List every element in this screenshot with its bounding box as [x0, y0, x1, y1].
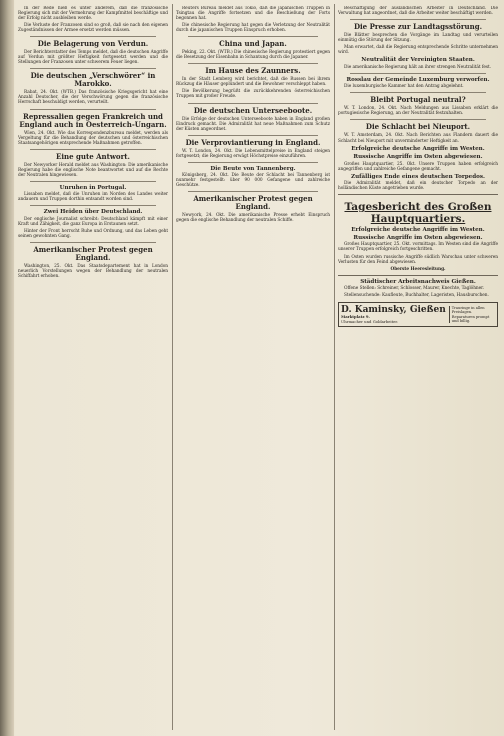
separator: [30, 242, 156, 243]
separator: [188, 162, 318, 163]
daily-report-subheadline: Russische Angriffe im Osten abgewiesen.: [353, 234, 483, 241]
column-2: [176, 6, 330, 726]
advertisement-left: [341, 305, 446, 324]
paragraph: Die Erfolge der deutschen Unterseeboote haben in England großen Eindruck gemacht. Die Admiralität hat neue Maßnahmen zum Schutz der Küsten angeordnet.: [176, 116, 330, 132]
article-headline: Repressalien gegen Frankreich und England auch in Oesterreich-Ungarn.: [19, 111, 167, 129]
paragraph: Man erwartet, daß die Regierung entsprechende Schritte unternehmen wird.: [338, 45, 498, 56]
article-headline: China und Japan.: [219, 39, 287, 49]
advertiser-name: D. Kaminsky, Gießen: [341, 305, 446, 316]
column-rule: [172, 4, 173, 730]
advertiser-trade: Uhrmacher und Goldarbeiter.: [341, 318, 399, 324]
daily-report-masthead: Tagesbericht des Großen Hauptquartiers.: [344, 201, 492, 226]
separator: [188, 103, 318, 104]
paragraph: Die Blätter besprechen die Vorgänge im Landtag und verurteilen einmütig die Störung der Sitzung.: [338, 33, 498, 44]
separator: [338, 275, 498, 276]
article-headline: Amerikanischer Protest gegen England.: [193, 194, 313, 212]
article-headline: Die Presse zur Landtagsstörung.: [353, 22, 483, 32]
paragraph: Die chinesische Regierung hat gegen die Verletzung der Neutralität durch die japanischen Truppen Einspruch erhoben.: [176, 23, 330, 34]
column-1: [18, 6, 168, 726]
column-rule: [334, 4, 335, 730]
advertisement-right: Trauringe in allen Preislagen. Reparaturen prompt und billig.: [449, 306, 495, 323]
separator: [30, 205, 156, 206]
article-headline: Städtischer Arbeitsnachweis Gießen.: [360, 278, 476, 285]
separator: [188, 191, 318, 192]
article-subheadline: Erfolgreiche deutsche Angriffe im Westen.: [351, 145, 485, 152]
paragraph: Lissabon meldet, daß die Unruhen im Norden des Landes weiter andauern und Truppen dorthin entsandt worden sind.: [18, 192, 168, 203]
article-headline: Die Schlacht bei Nieuport.: [365, 122, 471, 132]
article-headline: Die Beute von Tannenberg.: [210, 165, 296, 172]
paragraph: W. T. Amsterdam, 24. Okt. Nach Berichten aus Flandern dauert die Schlacht bei Nieuport mit unverminderter Heftigkeit an.: [338, 133, 498, 144]
article-headline: Die deutschen Unterseeboote.: [193, 105, 313, 115]
article-headline: Unruhen in Portugal.: [59, 184, 127, 191]
separator: [30, 68, 156, 69]
paragraph: Die Verluste der Franzosen sind so groß, daß sie nach den eigenen Zugeständnissen der Armee ersetzt werden müssen.: [18, 23, 168, 34]
paragraph: Der englische Journalist schreibt: Deutschland kämpft mit einer Kraft und Zähigkeit, die ganz Europa in Erstaunen setzt.: [18, 216, 168, 227]
separator: [350, 19, 486, 20]
article-headline: Rosslau der Gemeinde Luxemburg verworfen.: [346, 76, 490, 83]
paragraph: Der Newyorker Herald meldet aus Washington: Die amerikanische Regierung habe die englische Note beantwortet und auf die Rechte der Neutralen hingewiesen.: [18, 162, 168, 178]
paragraph: Großes Hauptquartier, 25. Okt. Unsere Truppen haben erfolgreich angegriffen und zahlreiche Gefangene gemacht.: [338, 161, 498, 172]
separator: [350, 73, 486, 74]
paragraph: Reuters Bureau meldet aus Tokio, daß die japanischen Truppen in Tsingtau die Angriffe fortsetzen und die Beschießung der Forts begonnen hat.: [176, 6, 330, 22]
column-3: [338, 6, 498, 726]
paragraph: Die Bevölkerung begrüßt die zurückkehrenden österreichischen Truppen mit großer Freude.: [176, 89, 330, 100]
paragraph: Newyork, 24. Okt. Die amerikanische Presse erhebt Einspruch gegen die englische Behandlung der neutralen Schiffe.: [176, 213, 330, 224]
separator: [30, 149, 156, 150]
separator: [30, 181, 156, 182]
paragraph: Hinter der Front herrscht Ruhe und Ordnung, und das Leben geht seinen gewohnten Gang.: [18, 228, 168, 240]
paragraph: Rabat, 24. Okt. (WTB.) Das französische Kriegsgericht hat eine Anzahl Deutscher, die der Verschwörung gegen die französische Herrschaft beschuldigt werden, verurteilt.: [18, 90, 168, 106]
separator: [350, 119, 486, 120]
separator: [30, 36, 156, 37]
article-headline: Die deutschen „Verschwörer“ in Marokko.: [30, 71, 156, 89]
signature-line: Oberste Heeresleitung.: [390, 266, 446, 272]
paragraph: Der Berichterstatter des Temps meldet, daß die deutschen Angriffe auf Verdun mit größter Heftigkeit fortgesetzt werden und die Stellungen der Franzosen unter schwerem Feuer liegen.: [18, 50, 168, 66]
article-headline: Zufälliges Ende eines deutschen Torpedos.: [350, 173, 485, 180]
paragraph: Beschäftigung der ausländischen Arbeiter in Deutschland. Die Verwaltung hat angeordnet, daß die Arbeiter weiter beschäftigt werden.: [338, 6, 498, 17]
paragraph: Königsberg, 24. Okt. Die Beute der Schlacht bei Tannenberg ist nunmehr festgestellt: über 90 000 Gefangene und zahlreiche Geschütze.: [176, 173, 330, 189]
separator: [188, 36, 318, 37]
separator: [338, 194, 498, 195]
paragraph: Wien, 24. Okt. Wie das Korrespondenzbureau meldet, werden als Vergeltung für die Behandlung der deutschen und österreichischen Staatsangehörigen entsprechende Maßnahmen getroffen.: [18, 130, 168, 146]
page-fold-shadow: [0, 0, 14, 736]
article-headline: Amerikanischer Protest gegen England.: [33, 245, 153, 263]
article-subheadline: Russische Angriffe im Osten abgewiesen.: [353, 154, 483, 161]
paragraph: W. T. London, 24. Okt. Nach Meldungen aus Lissabon erklärt die portugiesische Regierung, an der Neutralität festzuhalten.: [338, 106, 498, 117]
daily-report-subheadline: Erfolgreiche deutsche Angriffe im Westen.: [351, 227, 485, 234]
article-headline: Neutralität der Vereinigten Staaten.: [361, 57, 475, 64]
advertiser-street: Marktplatz 9.: [341, 314, 370, 320]
article-headline: Im Hause des Zaunners.: [205, 66, 301, 76]
separator: [188, 63, 318, 64]
paragraph: In der Stadt Lemberg wird berichtet, daß die Russen bei ihrem Rückzug die Häuser geplündert und die Bewohner verschleppt haben.: [176, 77, 330, 88]
article-headline: Zwei Heiden über Deutschland.: [43, 209, 143, 216]
article-headline: Die Verproviantierung in England.: [185, 137, 321, 147]
paragraph: Peking, 22. Okt. (WTB.) Die chinesische Regierung protestiert gegen die Besetzung der Eisenbahn in Schantung durch die Japaner.: [176, 50, 330, 61]
paragraph: Im Osten wurden russische Angriffe südlich Warschau unter schweren Verlusten für den Feind abgewiesen.: [338, 254, 498, 265]
paragraph: Die luxemburgische Kammer hat den Antrag abgelehnt.: [344, 84, 464, 90]
paragraph: Washington, 25. Okt. Das Staatsdepartement hat in London neuerlich Vorstellungen wegen der Behandlung der neutralen Schiffahrt erhoben.: [18, 264, 168, 280]
separator: [350, 92, 486, 93]
paragraph: Die Admiralität meldet, daß ein deutscher Torpedo an der holländischen Küste angetrieben wurde.: [338, 181, 498, 192]
advertisement: [338, 302, 498, 327]
paragraph: In der Rede hieß es unter anderem, daß die französische Regierung sich mit der Vermehrung der Kampfmittel beschäftige und der Erfolg nicht ausbleiben werde.: [18, 6, 168, 22]
article-headline: Eine gute Antwort.: [56, 151, 130, 161]
paragraph: Die amerikanische Regierung hält an ihrer strengen Neutralität fest.: [344, 64, 492, 70]
separator: [30, 109, 156, 110]
separator: [188, 135, 318, 136]
article-headline: Bleibt Portugal neutral?: [370, 95, 466, 105]
paragraph: Großes Hauptquartier, 25. Okt. vormittags. Im Westen sind die Angriffe unserer Truppen erfolgreich fortgeschritten.: [338, 242, 498, 253]
paragraph: W. T. London, 24. Okt. Die Lebensmittelpreise in England steigen fortgesetzt; die Regierung erwägt Höchstpreise einzuführen.: [176, 148, 330, 159]
paragraph: Stellensuchende: Kaufleute, Buchhalter, Lageristen, Hausburschen.: [344, 293, 489, 299]
article-headline: Die Belagerung von Verdun.: [37, 39, 149, 49]
paragraph: Offene Stellen: Schreiner, Schlosser, Maurer, Knechte, Taglöhner.: [344, 286, 484, 292]
